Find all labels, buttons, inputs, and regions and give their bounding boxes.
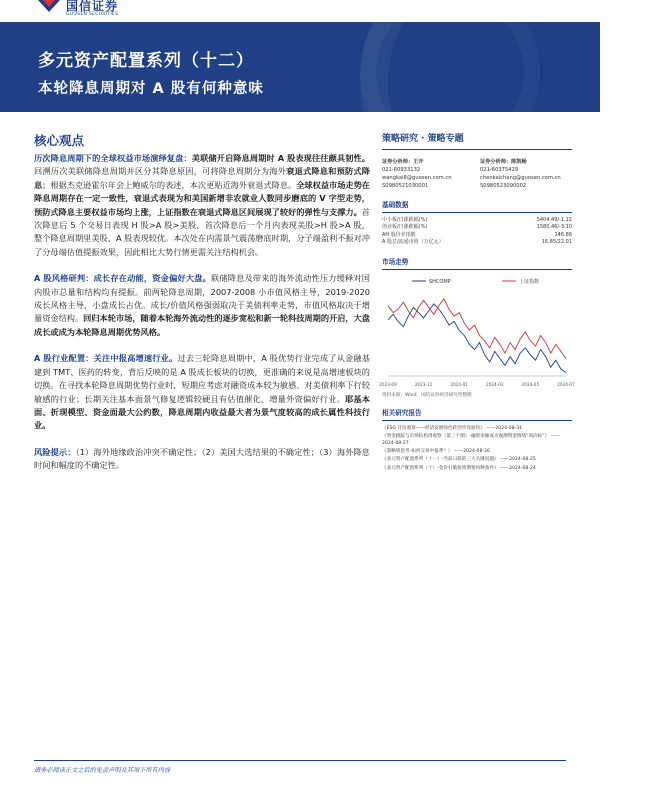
related-reports-list <box>382 425 572 472</box>
paragraph-global-review: 历次降息周期下的全球权益市场演绎复盘：美联储开启降息周期时 A 股表现往往颇具韧性。回溯历次美联储降息周期并区分其降息原因，可将降息周期分为海外衰退式降息和预防式降息；根据杰克逊霍尔年会上鲍威尔的表述，本次更贴近海外衰退式降息。全球权益市场走势在降息周期存在一定一致性，衰退式表现为和美国新增非农就业人数同步磨底的 V 字型走势，预防式降息主要权益市场均上涨，上证指数在衰退式降息区间展现了较好的弹性与支撑力。首次降息后 5 个交易日表现 H 股>A 股>美股，首次降息后一个月内表现美股>H 股>A 股，整个降息周期里美股、A 股表现较优。本次处在内需景气震荡磨底时期，分子端盈利不振对冲了分母端估值提振效果，因此相比大势行情更需关注结构机会。 <box>34 153 370 257</box>
related-report-link[interactable]: 《多元资产配置系列（十）-金价打破债周期要何种条件》 ——2024-08-24 <box>382 465 536 471</box>
x-tick-label: 2024-01 <box>450 381 468 387</box>
related-report-link[interactable]: 《ESG 月度观察——经济发展绿色转型步伐加快》 ——2024-08-31 <box>382 425 523 431</box>
trend-chart-svg <box>379 274 575 390</box>
related-report-link[interactable]: 《多元资产配置系列（十一）-当前日债的三大关键问题》 ——2024-08-25 <box>382 457 536 463</box>
report-series-title: 多元资产配置系列（十二） <box>38 51 254 71</box>
logo-name-cn: 国信证券 <box>66 0 119 13</box>
basic-data-heading: 基础数据 <box>382 199 572 213</box>
x-tick-label: 2024-07 <box>557 381 575 387</box>
report-subtitle: 本轮降息周期对 A 股有何种意味 <box>38 81 264 97</box>
company-logo <box>38 0 118 20</box>
footer-disclaimer: 请务必阅读正文之后的免责声明及其项下所有内容 <box>34 767 171 774</box>
legend-label: 上证指数 <box>519 278 540 285</box>
legend-label: SHCOMP <box>429 278 451 285</box>
chart-source: 资料来源：Wind、国信证券经济研究所整理 <box>382 392 472 398</box>
data-row: A 股总/流通市值（万亿元） 16.85/22.01 <box>382 239 572 246</box>
related-report-link[interactable]: 《策略周思考-如何交易中报季？》 ——2024-08-26 <box>382 449 490 455</box>
main-content <box>34 152 370 486</box>
data-row: 中小板/日涨跌幅(%) 5404.49/-1.12 <box>382 217 572 223</box>
sidebar-heading: 策略研究 · 策略专题 <box>382 131 572 150</box>
core-view-heading: 核心观点 <box>34 133 85 148</box>
basic-data-table <box>382 217 572 247</box>
paragraph-risk: 风险提示：（1）海外地缘政治冲突不确定性；（2）美国大选结果的不确定性；（3）海外降息时间和幅度的不确定性。 <box>34 446 370 471</box>
analyst-email[interactable]: chenkaichang@guosen.com.cn <box>480 175 561 181</box>
x-tick-label: 2024-05 <box>521 381 540 387</box>
paragraph-style: A 股风格研判：成长存在动能，资金偏好大盘。联储降息及带来的海外流动性压力缓释对国内股市总量和结构均有提振。前两轮降息周期，2007-2008 小市值风格主导，2019-2020 成长风格主导，小盘成长占优。成长/价值风格强弱取决于美债利率走势，市值风格取决于增量资金结构。回归本轮市场，随着本轮海外流动性的逐步宽松和新一轮科技周期的开启，大盘成长或成为本轮降息周期优势风格。 <box>34 273 370 337</box>
market-trend-chart <box>379 274 575 390</box>
paragraph-industry: A 股行业配置：关注中报高增速行业。过去三轮降息周期中，A 股优势行业完成了从金融基建到 TMT、医药的转变，背后反映的是 A 股成长板块的切换，更准确的来说是高增速板块的切换。在寻找本轮降息周期优势行业时，短期应考虑对融资成本较为敏感、对美债利率下行较敏感的行业；长期关注基本面景气修复逻辑较硬且有估值催化、增量外资偏好行业。耶基本面、折现模型、资金面最大公约数，降息周期内收益最大者为景气度较高的成长属性科技行业。 <box>34 353 370 431</box>
x-tick-label: 2024-03 <box>486 381 504 387</box>
related-report-link[interactable]: 《资金跟踪与市场结构周观察（第三十期）-融资余额成为观测资金情绪“风向标”》 ——2024-08-27 <box>382 433 560 447</box>
logo-icon <box>38 0 60 14</box>
data-row: 创业板/日涨跌幅(%) 1580.46/-3.10 <box>382 224 572 231</box>
logo-name-en: GUOSEN SECURITIES <box>66 12 119 17</box>
analyst-email[interactable]: wangkai8@guosen.com.cn <box>382 175 452 181</box>
analyst-list <box>382 158 572 190</box>
analyst-card: 证券分析师：王开 021-60933132 wangkai8@guosen.com.cn S0980521030001 <box>382 158 474 190</box>
analyst-card: 证券分析师：陈凯畅 021-60375429 chenkaichang@guosen.com.cn S0980523090002 <box>480 158 572 190</box>
title-banner <box>0 22 600 112</box>
data-row: AH 股价差指数 146.86 <box>382 231 572 238</box>
sidebar <box>379 131 575 473</box>
footer-divider <box>34 760 566 761</box>
x-tick-label: 2023-09 <box>379 381 397 387</box>
series-line <box>388 298 566 358</box>
x-tick-label: 2023-11 <box>414 381 433 387</box>
market-trend-heading: 市场走势 <box>382 256 572 270</box>
related-reports-heading: 相关研究报告 <box>382 407 572 421</box>
